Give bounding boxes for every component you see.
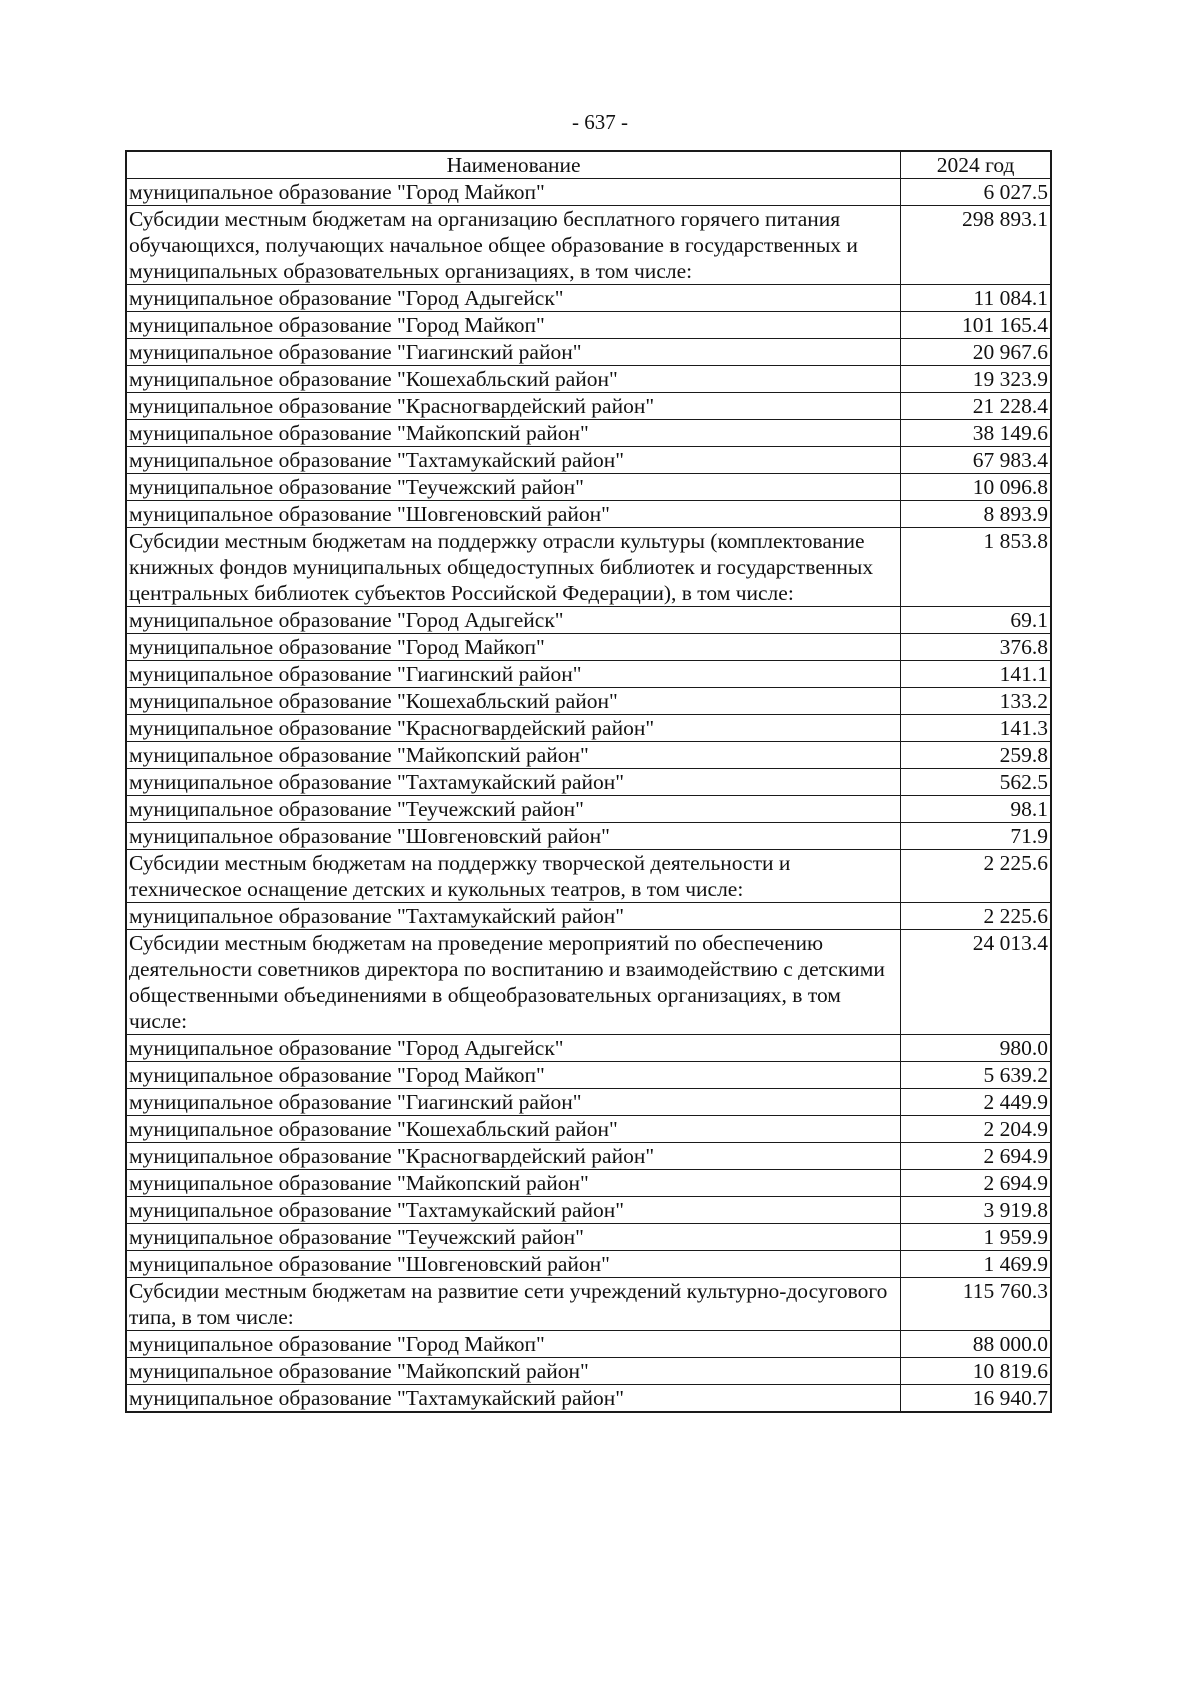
row-name: Субсидии местным бюджетам на проведение мероприятий по обеспечению деятельности советников директора по воспитанию и взаимодействию с детскими общественными объединениями в общеобразовательных организациях, в том числе:: [126, 930, 901, 1035]
table-row: [126, 1197, 1051, 1224]
table-row: [126, 930, 1051, 1035]
row-value: 24 013.4: [901, 930, 1051, 1035]
table-row: [126, 688, 1051, 715]
row-value: 69.1: [901, 607, 1051, 634]
table-row: [126, 206, 1051, 285]
row-value: 5 639.2: [901, 1062, 1051, 1089]
row-name: муниципальное образование "Тахтамукайский район": [126, 1385, 901, 1413]
table-row: [126, 1385, 1051, 1413]
row-value: 101 165.4: [901, 312, 1051, 339]
row-name: Субсидии местным бюджетам на развитие сети учреждений культурно-досугового типа, в том числе:: [126, 1278, 901, 1331]
table-row: [126, 1358, 1051, 1385]
header-year: 2024 год: [901, 151, 1051, 179]
row-value: 1 959.9: [901, 1224, 1051, 1251]
table-row: [126, 393, 1051, 420]
row-value: 38 149.6: [901, 420, 1051, 447]
row-value: 141.3: [901, 715, 1051, 742]
row-name: муниципальное образование "Город Майкоп": [126, 1062, 901, 1089]
row-value: 19 323.9: [901, 366, 1051, 393]
row-value: 980.0: [901, 1035, 1051, 1062]
table-row: [126, 179, 1051, 206]
row-name: муниципальное образование "Город Адыгейск": [126, 1035, 901, 1062]
row-name: муниципальное образование "Майкопский район": [126, 742, 901, 769]
row-name: Субсидии местным бюджетам на организацию бесплатного горячего питания обучающихся, получающих начальное общее образование в государственных и муниципальных образовательных организациях, в том числе:: [126, 206, 901, 285]
table-row: [126, 715, 1051, 742]
row-value: 141.1: [901, 661, 1051, 688]
header-name: Наименование: [126, 151, 901, 179]
table-row: [126, 742, 1051, 769]
row-value: 2 225.6: [901, 903, 1051, 930]
row-name: муниципальное образование "Тахтамукайский район": [126, 903, 901, 930]
row-name: муниципальное образование "Теучежский район": [126, 796, 901, 823]
row-value: 2 204.9: [901, 1116, 1051, 1143]
table-row: [126, 903, 1051, 930]
row-name: муниципальное образование "Теучежский район": [126, 1224, 901, 1251]
table-row: [126, 607, 1051, 634]
row-value: 98.1: [901, 796, 1051, 823]
row-name: муниципальное образование "Теучежский район": [126, 474, 901, 501]
row-name: муниципальное образование "Кошехабльский район": [126, 688, 901, 715]
row-value: 67 983.4: [901, 447, 1051, 474]
row-value: 10 096.8: [901, 474, 1051, 501]
row-name: муниципальное образование "Шовгеновский район": [126, 501, 901, 528]
row-name: муниципальное образование "Город Майкоп": [126, 1331, 901, 1358]
table-row: [126, 447, 1051, 474]
row-value: 11 084.1: [901, 285, 1051, 312]
row-value: 6 027.5: [901, 179, 1051, 206]
table-row: [126, 1331, 1051, 1358]
row-value: 71.9: [901, 823, 1051, 850]
row-name: муниципальное образование "Шовгеновский район": [126, 823, 901, 850]
row-value: 21 228.4: [901, 393, 1051, 420]
row-name: муниципальное образование "Красногвардейский район": [126, 715, 901, 742]
table-row: [126, 1062, 1051, 1089]
row-value: 8 893.9: [901, 501, 1051, 528]
row-name: муниципальное образование "Тахтамукайский район": [126, 447, 901, 474]
page-number: - 637 -: [572, 110, 628, 134]
row-value: 16 940.7: [901, 1385, 1051, 1413]
row-value: 562.5: [901, 769, 1051, 796]
row-value: 376.8: [901, 634, 1051, 661]
row-name: муниципальное образование "Кошехабльский район": [126, 1116, 901, 1143]
table-row: [126, 1224, 1051, 1251]
row-name: муниципальное образование "Город Майкоп": [126, 634, 901, 661]
row-value: 115 760.3: [901, 1278, 1051, 1331]
row-name: муниципальное образование "Кошехабльский район": [126, 366, 901, 393]
row-name: муниципальное образование "Город Майкоп": [126, 312, 901, 339]
row-name: Субсидии местным бюджетам на поддержку творческой деятельности и техническое оснащение детских и кукольных театров, в том числе:: [126, 850, 901, 903]
row-name: муниципальное образование "Красногвардейский район": [126, 1143, 901, 1170]
table-row: [126, 634, 1051, 661]
table-row: [126, 1089, 1051, 1116]
row-name: муниципальное образование "Майкопский район": [126, 1170, 901, 1197]
row-value: 2 694.9: [901, 1170, 1051, 1197]
row-value: 133.2: [901, 688, 1051, 715]
row-value: 2 225.6: [901, 850, 1051, 903]
row-value: 88 000.0: [901, 1331, 1051, 1358]
table-row: [126, 366, 1051, 393]
row-name: муниципальное образование "Тахтамукайский район": [126, 1197, 901, 1224]
row-name: муниципальное образование "Гиагинский район": [126, 661, 901, 688]
table-row: [126, 528, 1051, 607]
table-row: [126, 661, 1051, 688]
table-row: [126, 285, 1051, 312]
table-row: [126, 1251, 1051, 1278]
row-name: Субсидии местным бюджетам на поддержку отрасли культуры (комплектование книжных фондов муниципальных общедоступных библиотек и государственных центральных библиотек субъектов Российской Федерации), в том числе:: [126, 528, 901, 607]
table-row: [126, 1143, 1051, 1170]
row-name: муниципальное образование "Майкопский район": [126, 1358, 901, 1385]
row-value: 10 819.6: [901, 1358, 1051, 1385]
row-value: 1 853.8: [901, 528, 1051, 607]
row-value: 20 967.6: [901, 339, 1051, 366]
table-row: [126, 796, 1051, 823]
row-value: 2 449.9: [901, 1089, 1051, 1116]
table-row: [126, 1170, 1051, 1197]
row-value: 3 919.8: [901, 1197, 1051, 1224]
table-row: [126, 1278, 1051, 1331]
row-name: муниципальное образование "Тахтамукайский район": [126, 769, 901, 796]
row-name: муниципальное образование "Красногвардейский район": [126, 393, 901, 420]
table-row: [126, 420, 1051, 447]
row-name: муниципальное образование "Гиагинский район": [126, 1089, 901, 1116]
row-name: муниципальное образование "Шовгеновский район": [126, 1251, 901, 1278]
row-value: 259.8: [901, 742, 1051, 769]
table-row: [126, 769, 1051, 796]
row-name: муниципальное образование "Город Адыгейск": [126, 607, 901, 634]
table-row: [126, 1035, 1051, 1062]
table-header-row: [126, 151, 1051, 179]
row-value: 298 893.1: [901, 206, 1051, 285]
table-row: [126, 501, 1051, 528]
table-row: [126, 850, 1051, 903]
row-name: муниципальное образование "Город Майкоп": [126, 179, 901, 206]
table-body: [126, 179, 1051, 1413]
table-row: [126, 312, 1051, 339]
row-name: муниципальное образование "Майкопский район": [126, 420, 901, 447]
row-name: муниципальное образование "Город Адыгейск": [126, 285, 901, 312]
budget-table: [125, 150, 1052, 1413]
table-row: [126, 823, 1051, 850]
table-row: [126, 339, 1051, 366]
row-value: 2 694.9: [901, 1143, 1051, 1170]
row-name: муниципальное образование "Гиагинский район": [126, 339, 901, 366]
table-row: [126, 1116, 1051, 1143]
row-value: 1 469.9: [901, 1251, 1051, 1278]
table-row: [126, 474, 1051, 501]
